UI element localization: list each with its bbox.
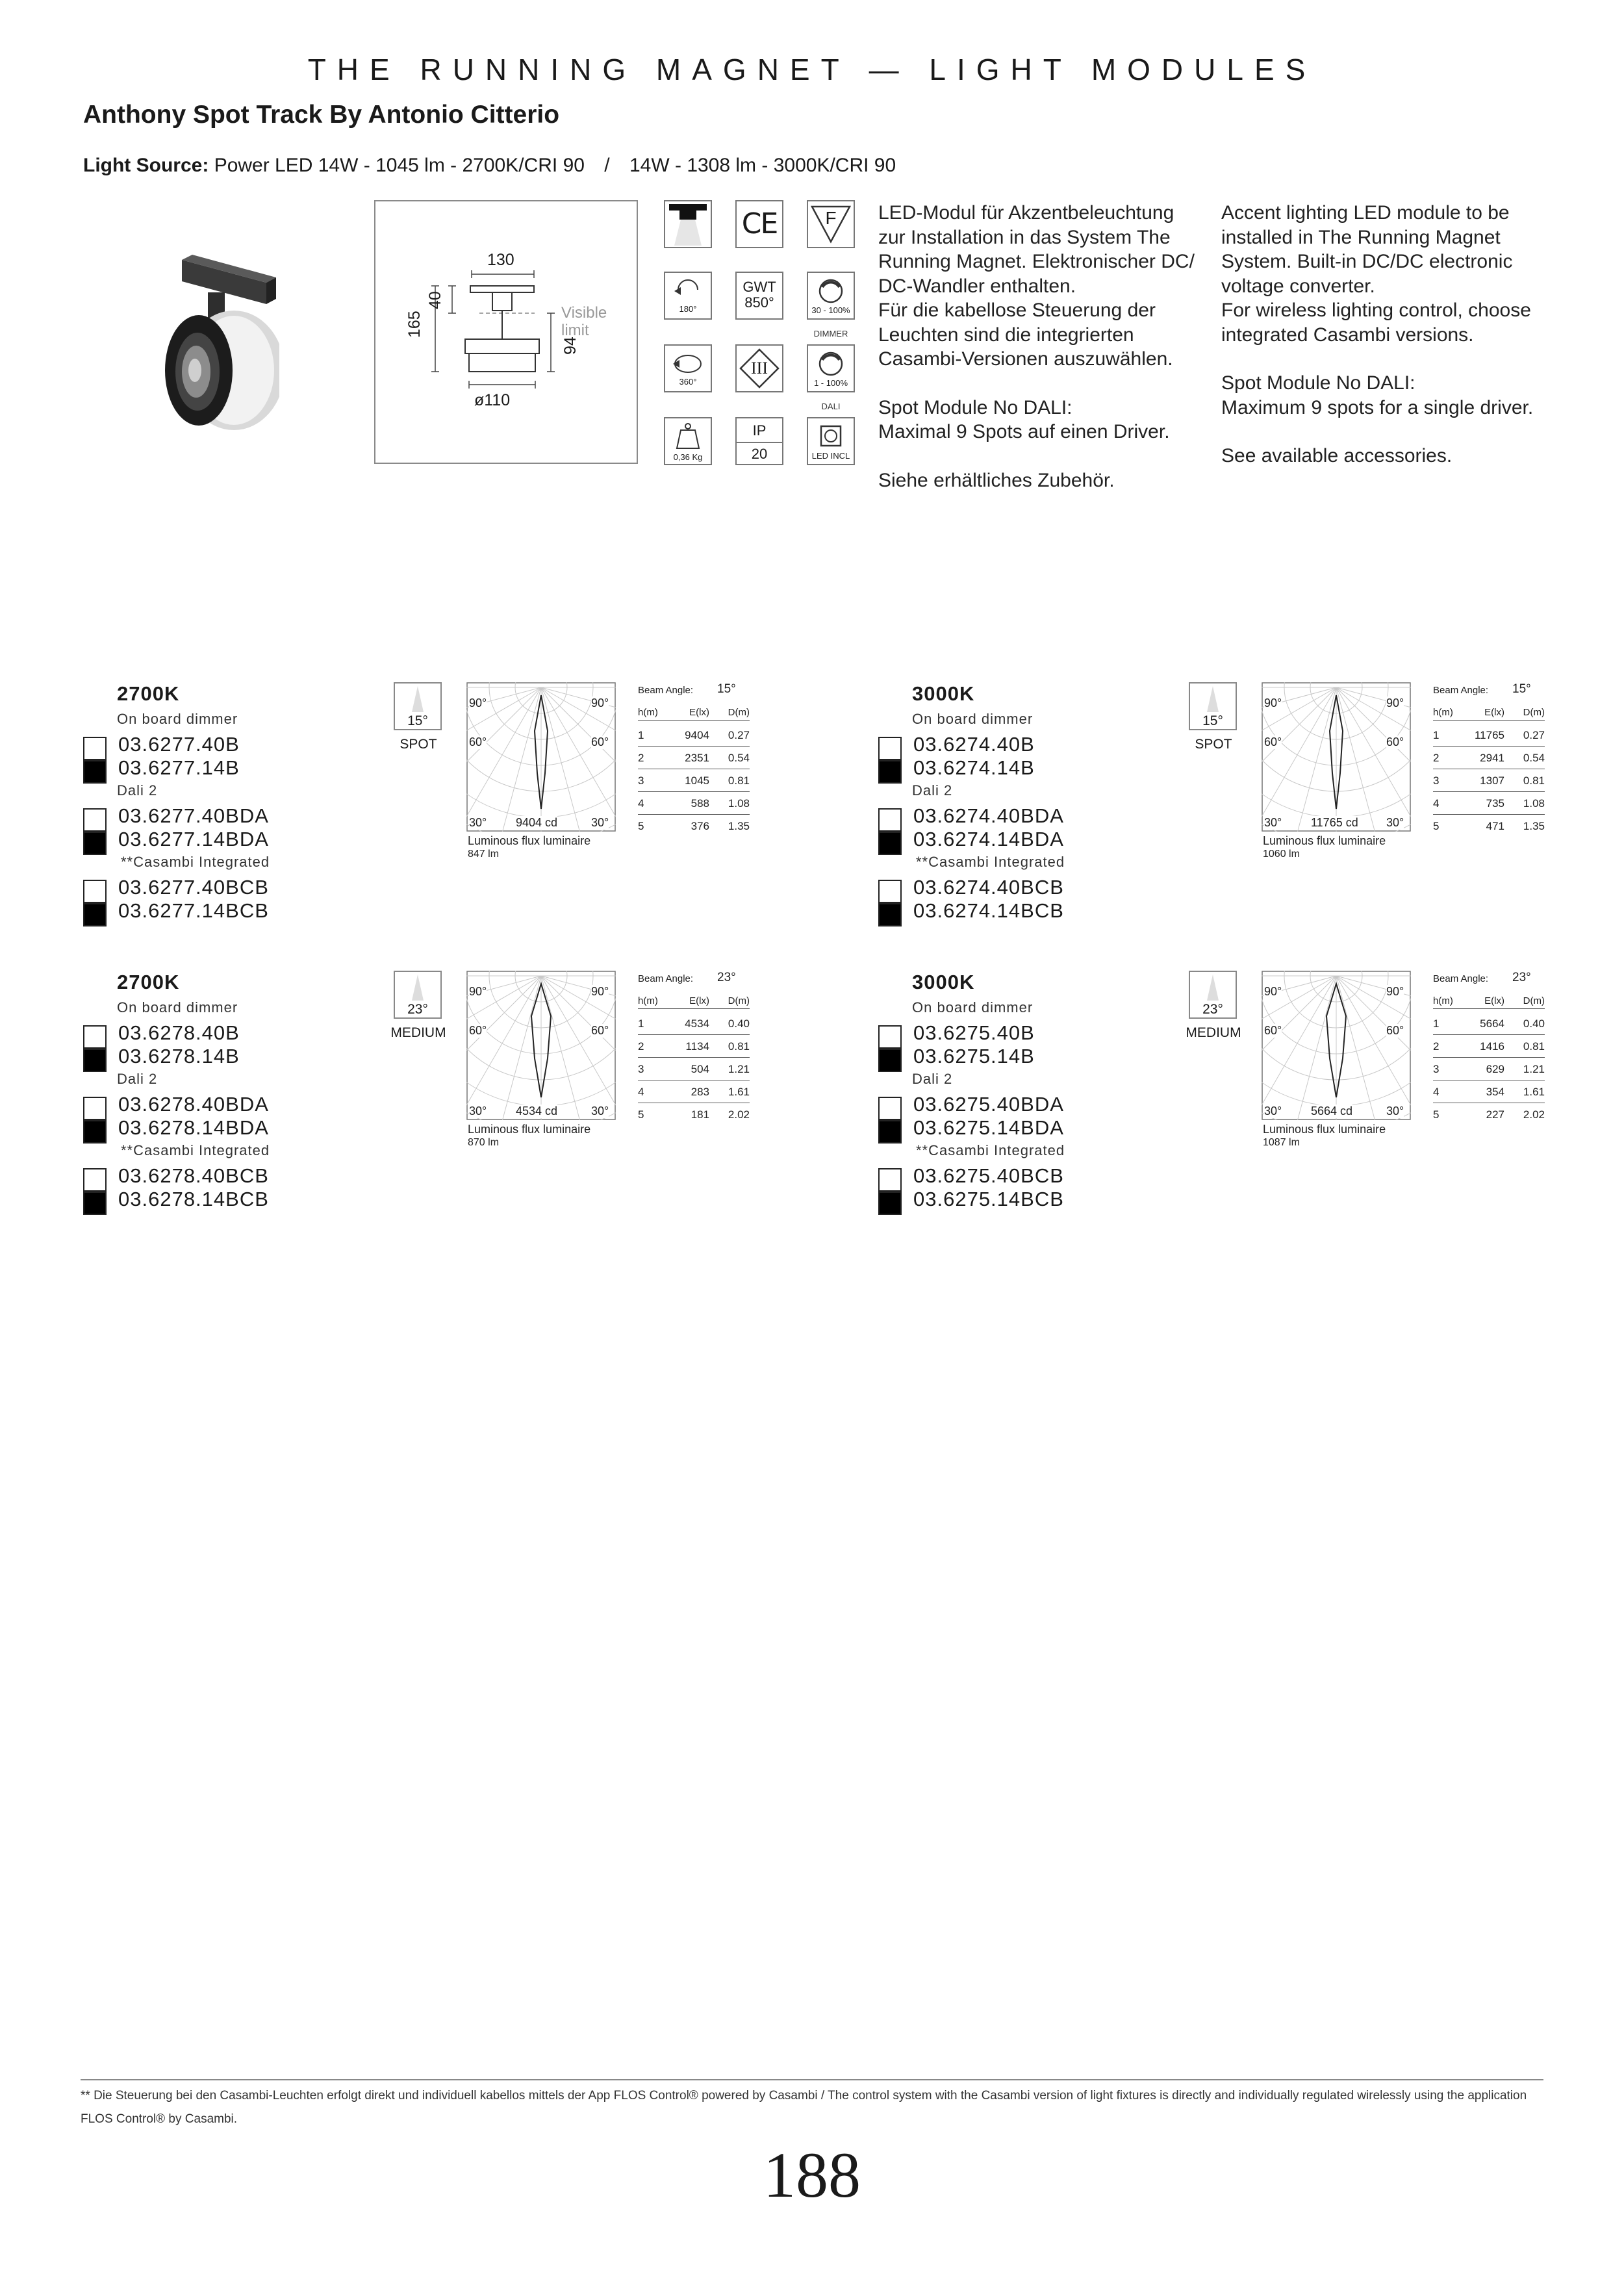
table-cell: 588 — [691, 797, 709, 810]
polar-diagram — [466, 971, 616, 1120]
technical-drawing — [374, 200, 638, 464]
table-cell: 1.61 — [1523, 1086, 1545, 1098]
swatch-black — [83, 1049, 107, 1072]
product-code: 03.6277.14BDA — [118, 828, 269, 850]
cct-label: 2700K — [117, 682, 180, 705]
table-cell: 3 — [638, 774, 644, 787]
page-title: THE RUNNING MAGNET — LIGHT MODULES — [307, 53, 1317, 86]
table-cell: 1 — [1433, 1017, 1440, 1030]
table-cell: 3 — [1433, 1063, 1440, 1075]
product-code: 03.6278.40B — [118, 1021, 240, 1044]
table-header-cell: h(m) — [1433, 995, 1453, 1006]
product-code: 03.6278.40BCB — [118, 1164, 269, 1187]
dim-height-lower: 94 — [561, 337, 579, 355]
swatch-black — [878, 1192, 902, 1215]
visible-limit-label: Visible limit — [561, 304, 607, 339]
angle-60-right: 60° — [1386, 1024, 1404, 1037]
luminous-flux-value: 1060 lm — [1263, 849, 1300, 860]
table-header-cell: E(lx) — [689, 995, 709, 1006]
table-cell: 1 — [1433, 729, 1440, 741]
table-cell: 5 — [638, 820, 644, 832]
table-cell: 5 — [1433, 820, 1440, 832]
table-cell: 227 — [1486, 1108, 1504, 1121]
table-row-rule — [638, 1034, 750, 1035]
angle-30-right: 30° — [1386, 1105, 1404, 1118]
table-cell: 4 — [638, 797, 644, 810]
product-code: 03.6278.40BDA — [118, 1093, 269, 1116]
table-cell: 1.08 — [1523, 797, 1545, 810]
table-cell: 1.35 — [728, 820, 750, 832]
table-cell: 1134 — [685, 1040, 709, 1053]
swatch-white — [83, 1025, 107, 1049]
table-cell: 629 — [1486, 1063, 1504, 1075]
angle-60-left: 60° — [469, 1024, 487, 1037]
product-code: 03.6274.14BDA — [913, 828, 1064, 850]
desc-en-p2: Spot Module No DALI: Maximum 9 spots for a single driver. — [1221, 372, 1534, 418]
page-number: 188 — [763, 2139, 861, 2211]
beam-type-label: MEDIUM — [390, 1025, 446, 1040]
light-source-spec-b: 14W - 1308 lm - 3000K/CRI 90 — [629, 155, 896, 176]
luminous-flux-label: Luminous flux luminaire — [1263, 834, 1386, 847]
light-source-separator: / — [604, 155, 610, 176]
beam-degree-label: 15° — [407, 713, 428, 728]
swatch-white — [878, 737, 902, 760]
table-cell: 5 — [1433, 1108, 1440, 1121]
table-cell: 283 — [691, 1086, 709, 1098]
ce-mark-icon: CE — [735, 200, 783, 248]
dali-icon: 1 - 100% — [807, 344, 855, 392]
swatch-white — [878, 1168, 902, 1192]
swatch-black — [83, 760, 107, 784]
desc-en-p1: Accent lighting LED module to be installed in The Running Magnet System. Built-in DC/DC electronic voltage converter. For wireless lighting control, choose integrated Casambi versions. — [1221, 202, 1531, 346]
angle-60-left: 60° — [1264, 735, 1282, 748]
on-board-dimmer-label: On board dimmer — [912, 711, 1034, 727]
light-source-label: Light Source: — [83, 155, 209, 176]
swatch-black — [83, 832, 107, 855]
angle-30-right: 30° — [591, 1105, 609, 1118]
angle-30-right: 30° — [1386, 816, 1404, 829]
table-cell: 1 — [638, 729, 644, 741]
product-image — [143, 247, 279, 435]
table-cell: 0.81 — [728, 774, 750, 787]
table-cell: 1.21 — [728, 1063, 750, 1075]
footer-divider — [81, 2079, 1543, 2080]
led-included-icon: LED INCL — [807, 417, 855, 465]
luminous-flux-value: 847 lm — [468, 849, 500, 860]
table-row-rule — [1433, 791, 1545, 792]
luminous-flux-value: 870 lm — [468, 1137, 500, 1148]
table-header-cell: E(lx) — [1484, 707, 1504, 718]
table-cell: 1 — [638, 1017, 644, 1030]
gwt-icon: GWT 850° — [735, 272, 783, 320]
table-cell: 5 — [638, 1108, 644, 1121]
polar-diagram — [1262, 682, 1411, 832]
table-row-rule — [638, 814, 750, 815]
beam-angle-label: Beam Angle: — [638, 973, 694, 984]
table-header-cell: D(m) — [1523, 995, 1545, 1006]
table-cell: 0.40 — [1523, 1017, 1545, 1030]
angle-90-right: 90° — [591, 985, 609, 998]
angle-30-left: 30° — [1264, 1105, 1282, 1118]
swatch-black — [878, 1049, 902, 1072]
candela-label: 5664 cd — [1311, 1105, 1353, 1118]
luminous-flux-value: 1087 lm — [1263, 1137, 1300, 1148]
table-row-rule — [638, 791, 750, 792]
variant-block — [878, 682, 1593, 955]
product-code: 03.6274.40BDA — [913, 804, 1064, 827]
table-cell: 354 — [1486, 1086, 1504, 1098]
product-code: 03.6278.14B — [118, 1045, 240, 1067]
angle-60-right: 60° — [591, 1024, 609, 1037]
dali2-label: Dali 2 — [117, 782, 158, 798]
table-cell: 0.40 — [728, 1017, 750, 1030]
swatch-black — [83, 1192, 107, 1215]
table-header-cell: h(m) — [1433, 707, 1453, 718]
dali2-label: Dali 2 — [117, 1071, 158, 1087]
table-row-rule — [638, 746, 750, 747]
table-cell: 4 — [1433, 797, 1440, 810]
beam-degree-label: 23° — [407, 1002, 428, 1017]
angle-30-right: 30° — [591, 816, 609, 829]
on-board-dimmer-label: On board dimmer — [117, 711, 238, 727]
track-icon — [664, 200, 712, 248]
table-cell: 2.02 — [728, 1108, 750, 1121]
table-header-cell: D(m) — [728, 707, 750, 718]
luminous-flux-label: Luminous flux luminaire — [1263, 1123, 1386, 1136]
ip-rating-icon: IP 20 — [735, 417, 783, 465]
table-cell: 2351 — [685, 752, 709, 764]
candela-label: 11765 cd — [1311, 816, 1358, 829]
angle-60-left: 60° — [1264, 1024, 1282, 1037]
table-cell: 376 — [691, 820, 709, 832]
casambi-label: **Casambi Integrated — [916, 854, 1065, 870]
swatch-black — [878, 903, 902, 926]
dali2-label: Dali 2 — [912, 1071, 953, 1087]
table-header-rule — [638, 1008, 750, 1009]
table-cell: 2941 — [1480, 752, 1504, 764]
table-cell: 1.35 — [1523, 820, 1545, 832]
beam-angle-value: 15° — [717, 682, 736, 696]
rotation-360-icon: 360° — [664, 344, 712, 392]
table-cell: 1.08 — [728, 797, 750, 810]
swatch-white — [878, 1097, 902, 1120]
angle-30-left: 30° — [469, 816, 487, 829]
table-cell: 3 — [1433, 774, 1440, 787]
table-cell: 2 — [638, 752, 644, 764]
light-source-spec-a: Power LED 14W - 1045 lm - 2700K/CRI 90 — [214, 155, 585, 176]
product-code: 03.6275.14BDA — [913, 1116, 1064, 1139]
rotation-180-icon: 180° — [664, 272, 712, 320]
table-cell: 2 — [1433, 1040, 1440, 1053]
swatch-white — [878, 808, 902, 832]
table-header-rule — [1433, 1008, 1545, 1009]
table-cell: 2 — [638, 1040, 644, 1053]
angle-90-right: 90° — [591, 696, 609, 709]
table-header-cell: E(lx) — [689, 707, 709, 718]
beam-degree-label: 15° — [1202, 713, 1223, 728]
beam-type-label: SPOT — [400, 737, 437, 752]
product-code: 03.6275.40BDA — [913, 1093, 1064, 1116]
dali-label: DALI — [821, 402, 841, 411]
table-cell: 471 — [1486, 820, 1504, 832]
table-header-rule — [638, 720, 750, 721]
table-cell: 5664 — [1480, 1017, 1504, 1030]
dim-height-upper: 40 — [426, 291, 444, 309]
table-cell: 181 — [691, 1108, 709, 1121]
table-cell: 504 — [691, 1063, 709, 1075]
swatch-black — [878, 1120, 902, 1143]
beam-angle-value: 23° — [717, 971, 736, 984]
light-source-line — [83, 155, 896, 177]
beam-type-label: MEDIUM — [1186, 1025, 1241, 1040]
casambi-label: **Casambi Integrated — [121, 1142, 270, 1158]
product-title: Anthony Spot Track By Antonio Citterio — [83, 101, 560, 129]
beam-degree-label: 23° — [1202, 1002, 1223, 1017]
product-code: 03.6277.40BCB — [118, 876, 269, 899]
dim-height-total: 165 — [405, 311, 424, 338]
table-cell: 0.54 — [1523, 752, 1545, 764]
product-code: 03.6277.40BDA — [118, 804, 269, 827]
product-code: 03.6278.14BCB — [118, 1188, 269, 1210]
desc-de-p2: Spot Module No DALI: Maximal 9 Spots auf einen Driver. — [878, 396, 1170, 442]
table-header-cell: D(m) — [1523, 707, 1545, 718]
table-cell: 2 — [1433, 752, 1440, 764]
table-cell: 0.81 — [1523, 774, 1545, 787]
table-cell: 0.27 — [728, 729, 750, 741]
product-code: 03.6277.14B — [118, 756, 240, 779]
on-board-dimmer-label: On board dimmer — [117, 999, 238, 1016]
swatch-black — [878, 832, 902, 855]
swatch-white — [878, 1025, 902, 1049]
table-cell: 3 — [638, 1063, 644, 1075]
angle-60-right: 60° — [591, 735, 609, 748]
swatch-white — [83, 1168, 107, 1192]
table-cell: 9404 — [685, 729, 709, 741]
table-row-rule — [1433, 814, 1545, 815]
cct-label: 3000K — [912, 971, 975, 993]
desc-en-p3: See available accessories. — [1221, 445, 1453, 466]
swatch-white — [878, 880, 902, 903]
angle-90-left: 90° — [1264, 985, 1282, 998]
angle-30-left: 30° — [1264, 816, 1282, 829]
variant-block — [83, 682, 798, 955]
f-mark-icon: F — [807, 200, 855, 248]
beam-angle-label: Beam Angle: — [638, 685, 694, 696]
casambi-label: **Casambi Integrated — [916, 1142, 1065, 1158]
swatch-black — [83, 903, 107, 926]
product-code: 03.6274.14B — [913, 756, 1035, 779]
luminous-flux-label: Luminous flux luminaire — [468, 1123, 591, 1136]
table-cell: 1416 — [1480, 1040, 1504, 1053]
cct-label: 3000K — [912, 682, 975, 705]
table-cell: 11765 — [1474, 729, 1504, 741]
table-row-rule — [1433, 1034, 1545, 1035]
angle-60-left: 60° — [469, 735, 487, 748]
candela-label: 9404 cd — [516, 816, 558, 829]
product-code: 03.6274.40B — [913, 733, 1035, 756]
product-code: 03.6277.14BCB — [118, 899, 269, 922]
swatch-white — [83, 737, 107, 760]
angle-60-right: 60° — [1386, 735, 1404, 748]
swatch-black — [83, 1120, 107, 1143]
desc-de-p3: Siehe erhältliches Zubehör. — [878, 469, 1115, 491]
dali2-label: Dali 2 — [912, 782, 953, 798]
table-cell: 4 — [1433, 1086, 1440, 1098]
table-cell: 0.81 — [728, 1040, 750, 1053]
table-header-cell: D(m) — [728, 995, 750, 1006]
footnote: ** Die Steuerung bei den Casambi-Leuchten erfolgt direkt und individuell kabellos mittels der App FLOS Control® powered by Casambi / The control system with the Casambi version of light fixtures is directly and individually regulated wirelessly using the application FLOS Control® by Casambi. — [81, 2089, 1527, 2126]
class-iii-icon: III — [735, 344, 783, 392]
angle-90-right: 90° — [1386, 985, 1404, 998]
beam-type-label: SPOT — [1195, 737, 1232, 752]
table-row-rule — [638, 1057, 750, 1058]
table-cell: 1045 — [685, 774, 709, 787]
swatch-white — [83, 1097, 107, 1120]
table-row-rule — [1433, 1057, 1545, 1058]
product-code: 03.6275.40B — [913, 1021, 1035, 1044]
cct-label: 2700K — [117, 971, 180, 993]
swatch-white — [83, 880, 107, 903]
beam-angle-label: Beam Angle: — [1433, 973, 1489, 984]
angle-90-right: 90° — [1386, 696, 1404, 709]
variant-block — [83, 971, 798, 1244]
table-cell: 4 — [638, 1086, 644, 1098]
description-de — [878, 201, 1216, 492]
dim-diameter: ø110 — [474, 391, 511, 409]
table-cell: 1.61 — [728, 1086, 750, 1098]
variant-block — [878, 971, 1593, 1244]
table-row-rule — [1433, 746, 1545, 747]
dim-width: 130 — [487, 251, 514, 269]
polar-diagram — [466, 682, 616, 832]
table-cell: 0.54 — [728, 752, 750, 764]
table-cell: 1.21 — [1523, 1063, 1545, 1075]
table-cell: 4534 — [685, 1017, 709, 1030]
luminous-flux-label: Luminous flux luminaire — [468, 834, 591, 847]
dimmer-icon: 30 - 100% — [807, 272, 855, 320]
angle-90-left: 90° — [469, 696, 487, 709]
product-code: 03.6274.40BCB — [913, 876, 1064, 899]
table-header-cell: E(lx) — [1484, 995, 1504, 1006]
table-header-cell: h(m) — [638, 995, 658, 1006]
product-code: 03.6275.14B — [913, 1045, 1035, 1067]
angle-90-left: 90° — [1264, 696, 1282, 709]
product-code: 03.6278.14BDA — [118, 1116, 269, 1139]
candela-label: 4534 cd — [516, 1105, 558, 1118]
table-cell: 0.27 — [1523, 729, 1545, 741]
swatch-black — [878, 760, 902, 784]
casambi-label: **Casambi Integrated — [121, 854, 270, 870]
swatch-white — [83, 808, 107, 832]
desc-de-p1: LED-Modul für Akzentbeleuchtung zur Installation in das System The Running Magnet. Elektronischer DC/ DC-Wandler enthalten. Für die kabellose Steuerung der Leuchten sind die integrierten Casambi-Versionen auszuwählen. — [878, 202, 1195, 370]
angle-90-left: 90° — [469, 985, 487, 998]
table-header-rule — [1433, 720, 1545, 721]
description-en — [1221, 201, 1559, 468]
table-header-cell: h(m) — [638, 707, 658, 718]
product-code: 03.6277.40B — [118, 733, 240, 756]
polar-diagram — [1262, 971, 1411, 1120]
table-cell: 0.81 — [1523, 1040, 1545, 1053]
beam-angle-value: 15° — [1512, 682, 1531, 696]
beam-angle-label: Beam Angle: — [1433, 685, 1489, 696]
product-code: 03.6275.14BCB — [913, 1188, 1064, 1210]
product-code: 03.6274.14BCB — [913, 899, 1064, 922]
on-board-dimmer-label: On board dimmer — [912, 999, 1034, 1016]
table-cell: 1307 — [1480, 774, 1504, 787]
table-cell: 2.02 — [1523, 1108, 1545, 1121]
product-code: 03.6275.40BCB — [913, 1164, 1064, 1187]
weight-icon: 0,36 Kg — [664, 417, 712, 465]
dimmer-label: DIMMER — [813, 329, 848, 339]
table-cell: 735 — [1486, 797, 1504, 810]
beam-angle-value: 23° — [1512, 971, 1531, 984]
angle-30-left: 30° — [469, 1105, 487, 1118]
